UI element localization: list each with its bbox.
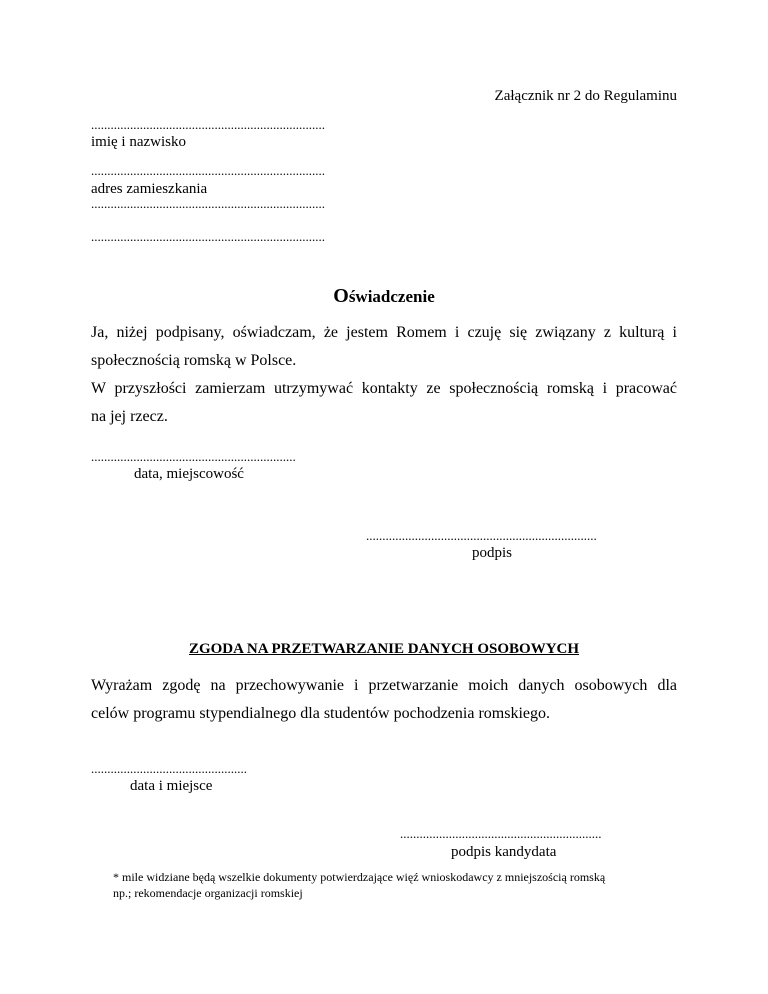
- consent-signature-label: podpis kandydata: [451, 844, 557, 860]
- consent-title: ZGODA NA PRZETWARZANIE DANYCH OSOBOWYCH: [188, 641, 580, 657]
- consent-date-label: data i miejsce: [130, 778, 213, 794]
- footnote-line2: np.; rekomendacje organizacji romskiej: [113, 886, 303, 900]
- declaration-para2-line2: na jej rzecz.: [91, 408, 168, 425]
- address-field-line-3[interactable]: ........................................................................: [91, 229, 325, 244]
- consent-signature-line[interactable]: ..............................................................: [400, 826, 602, 841]
- declaration-para2-line1: W przyszłości zamierzam utrzymywać kontakty ze społecznością romską i pracować: [91, 380, 677, 397]
- annex-label: Załącznik nr 2 do Regulaminu: [494, 88, 677, 104]
- consent-body: [91, 672, 677, 728]
- declaration-para1-line2: społecznością romską w Polsce.: [91, 352, 297, 369]
- footnote-line1: * mile widziane będą wszelkie dokumenty potwierdzające więź wnioskodawcy z mniejszością romską: [113, 870, 606, 884]
- declaration-title-initial: O: [333, 285, 349, 307]
- name-field-line[interactable]: ........................................................................: [91, 117, 325, 132]
- declaration-signature-line[interactable]: .......................................................................: [366, 528, 597, 543]
- declaration-signature-label: podpis: [472, 545, 513, 561]
- consent-date-line[interactable]: ................................................: [91, 761, 247, 776]
- name-field-label: imię i nazwisko: [91, 134, 186, 150]
- declaration-body: [91, 319, 677, 431]
- consent-line1: Wyrażam zgodę na przechowywanie i przetwarzanie moich danych osobowych dla: [91, 677, 677, 694]
- address-field-line-1[interactable]: ........................................................................: [91, 163, 325, 178]
- declaration-date-line[interactable]: ...............................................................: [91, 449, 296, 464]
- declaration-title-rest: świadczenie: [348, 287, 435, 306]
- address-field-label: adres zamieszkania: [91, 181, 208, 197]
- declaration-title: [0, 285, 768, 308]
- declaration-para1-line1: Ja, niżej podpisany, oświadczam, że jestem Romem i czuję się związany z kulturą i: [91, 324, 677, 341]
- address-field-line-2[interactable]: ........................................................................: [91, 196, 325, 211]
- declaration-date-label: data, miejscowość: [134, 466, 244, 482]
- consent-line2: celów programu stypendialnego dla studentów pochodzenia romskiego.: [91, 705, 550, 722]
